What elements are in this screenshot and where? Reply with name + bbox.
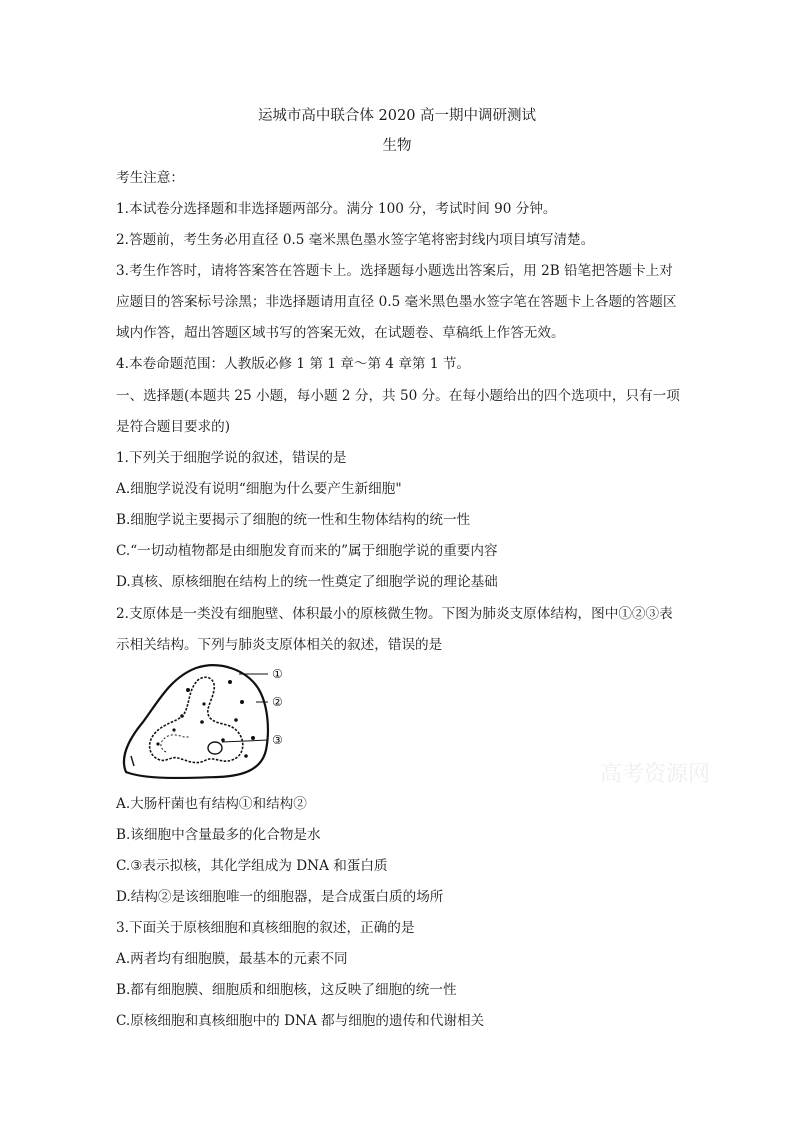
question-2-stem: 2.支原体是一类没有细胞壁、体积最小的原核微生物。下图为肺炎支原体结构，图中①②③表 xyxy=(116,606,673,622)
question-2-option-a: A.大肠杆菌也有结构①和结构② xyxy=(116,796,307,812)
question-2-stem-cont: 示相关结构。下列与肺炎支原体相关的叙述，错误的是 xyxy=(116,637,443,653)
section-heading: 一、选择题(本题共 25 小题，每小题 2 分，共 50 分。在每小题给出的四个选项中，只有一项 xyxy=(116,388,680,404)
watermark: 高考资源网 xyxy=(600,762,711,787)
label-1: ① xyxy=(272,667,283,681)
nucleoid-marker xyxy=(208,742,222,754)
label-3: ③ xyxy=(272,733,283,747)
notice-item: 4.本卷命题范围：人教版必修 1 第 1 章～第 4 章第 1 节。 xyxy=(116,356,471,372)
label-2: ② xyxy=(272,695,283,709)
notice-item: 应题目的答案标号涂黑；非选择题请用直径 0.5 毫米黑色墨水签字笔在答题卡上各题的答题区 xyxy=(116,294,677,310)
question-3-option-c: C.原核细胞和真核细胞中的 DNA 都与细胞的遗传和代谢相关 xyxy=(116,1013,485,1029)
question-2-option-c: C.③表示拟核，其化学组成为 DNA 和蛋白质 xyxy=(116,858,388,874)
question-3-option-b: B.都有细胞膜、细胞质和细胞核，这反映了细胞的统一性 xyxy=(116,982,457,998)
exam-subject: 生物 xyxy=(382,138,412,154)
question-3-option-a: A.两者均有细胞膜，最基本的元素不同 xyxy=(116,951,348,967)
mycoplasma-diagram xyxy=(118,660,308,782)
ribosomes xyxy=(156,680,255,758)
question-3-stem: 3.下面关于原核细胞和真核细胞的叙述，正确的是 xyxy=(116,920,415,936)
question-1-option-d: D.真核、原核细胞在结构上的统一性奠定了细胞学说的理论基础 xyxy=(116,574,498,590)
notice-item: 1.本试卷分选择题和非选择题两部分。满分 100 分，考试时间 90 分钟。 xyxy=(116,201,557,217)
question-1-option-a: A.细胞学说没有说明“细胞为什么要产生新细胞" xyxy=(116,481,402,497)
question-2-option-d: D.结构②是该细胞唯一的细胞器，是合成蛋白质的场所 xyxy=(116,889,444,905)
question-2-option-b: B.该细胞中含量最多的化合物是水 xyxy=(116,827,321,843)
notice-item: 域内作答，超出答题区域书写的答案无效，在试题卷、草稿纸上作答无效。 xyxy=(116,325,565,341)
exam-title: 运城市高中联合体 2020 高一期中调研测试 xyxy=(257,108,537,124)
question-1-option-b: B.细胞学说主要揭示了细胞的统一性和生物体结构的统一性 xyxy=(116,512,471,528)
nucleoid xyxy=(150,677,243,762)
section-heading-cont: 是符合题目要求的) xyxy=(116,419,231,435)
notice-item: 3.考生作答时，请将答案答在答题卡上。选择题每小题选出答案后，用 2B 铅笔把答题卡上对 xyxy=(116,263,673,279)
question-1-stem: 1.下列关于细胞学说的叙述，错误的是 xyxy=(116,450,347,466)
notice-item: 2.答题前，考生务必用直径 0.5 毫米黑色墨水签字笔将密封线内项目填写清楚。 xyxy=(116,232,595,248)
notice-heading: 考生注意： xyxy=(116,170,184,186)
question-1-option-c: C.“一切动植物都是由细胞发育而来的”属于细胞学说的重要内容 xyxy=(116,543,498,559)
